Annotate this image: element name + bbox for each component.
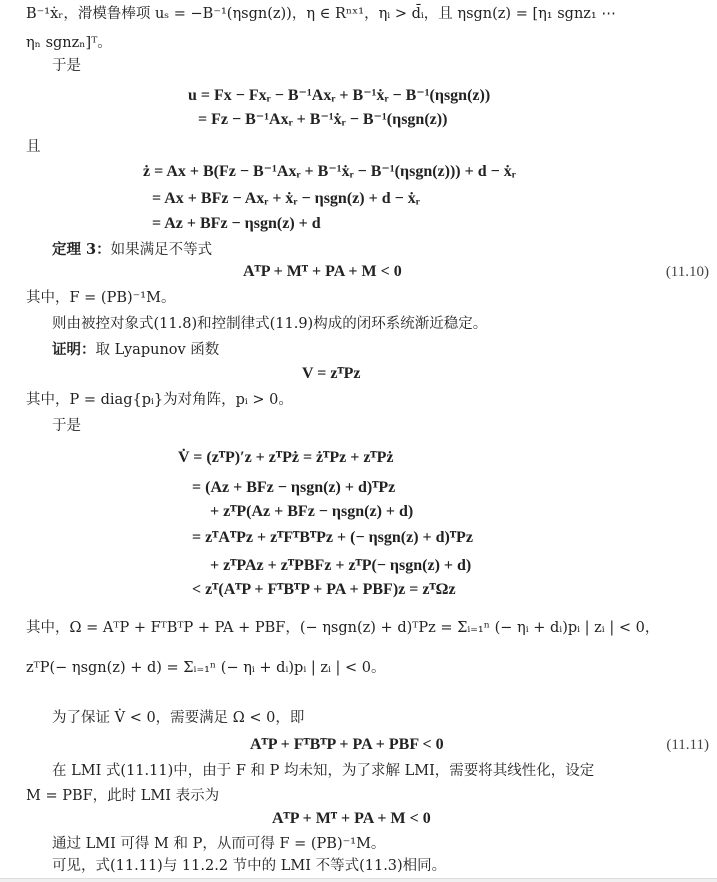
proof-label: 证明： [52,341,96,358]
theorem-label: 定理 3： [52,241,111,258]
paragraph-line: 于是 [52,58,81,74]
proof-line [52,340,219,360]
theorem-text: 如果满足不等式 [110,242,213,258]
equation-11-11: AᵀP + FᵀBᵀP + PA + PBF < 0 [250,736,444,753]
equation-vdot-line1: V̇ = (zᵀP)′z + zᵀPż = żᵀPz + zᵀPż [178,449,394,466]
paragraph-line: 通过 LMI 可得 M 和 P，从而可得 F = (PB)⁻¹M。 [52,836,386,852]
paragraph-line: 在 LMI 式(11.11)中，由于 F 和 P 均未知，为了求解 LMI，需要将其线性化，设定 [52,763,595,779]
equation-lmi: AᵀP + Mᵀ + PA + M < 0 [272,810,431,827]
equation-vdot-line4: = zᵀAᵀPz + zᵀFᵀBᵀPz + (− ηsgn(z) + d)ᵀPz [192,529,473,546]
paragraph-line: 其中，Ω = AᵀP + FᵀBᵀP + PA + PBF，(− ηsgn(z) + d)ᵀPz = Σᵢ₌₁ⁿ (− ηᵢ + dᵢ)pᵢ | zᵢ | < 0， [26,620,660,636]
theorem-line [52,240,212,260]
equation-u-line1: u = Fx − Fxᵣ − B⁻¹Axᵣ + B⁻¹ẋᵣ − B⁻¹(ηsgn(z)) [188,87,491,104]
equation-vdot-line5: + zᵀPAz + zᵀPBFz + zᵀP(− ηsgn(z) + d) [210,557,472,574]
equation-vdot-line6: < zᵀ(AᵀP + FᵀBᵀP + PA + PBF)z = zᵀΩz [192,581,456,598]
paragraph-line: 为了保证 V̇ < 0，需要满足 Ω < 0，即 [52,710,305,726]
proof-text: 取 Lyapunov 函数 [95,342,220,358]
equation-zdot-line3: = Az + BFz − ηsgn(z) + d [152,215,321,232]
equation-vdot-line2: = (Az + BFz − ηsgn(z) + d)ᵀPz [192,479,396,496]
equation-vdot-line3: + zᵀP(Az + BFz − ηsgn(z) + d) [210,503,414,520]
paragraph-line: B⁻¹ẋᵣ，滑模鲁棒项 uₛ = −B⁻¹(ηsgn(z))，η ∈ Rⁿˣ¹，ηᵢ > d̄ᵢ，且 ηsgn(z) = [η₁ sgnz₁ ⋯ [26,6,616,22]
equation-number: (11.10) [665,264,709,280]
equation-zdot-line2: = Ax + BFz − Axᵣ + ẋᵣ − ηsgn(z) + d − ẋᵣ [152,190,420,207]
page-bottom-edge [0,878,717,882]
equation-number: (11.11) [666,737,709,753]
paragraph-line: 且 [26,139,41,155]
paragraph-line: 于是 [52,418,81,434]
paragraph-line: 则由被控对象式(11.8)和控制律式(11.9)构成的闭环系统渐近稳定。 [52,316,488,332]
equation-11-10: AᵀP + Mᵀ + PA + M < 0 [243,263,402,280]
equation-lyapunov: V = zᵀPz [302,365,361,382]
paragraph-line: 可见，式(11.11)与 11.2.2 节中的 LMI 不等式(11.3)相同。 [52,858,447,874]
paragraph-line: M = PBF，此时 LMI 表示为 [26,788,220,804]
paragraph-line: ηₙ sgnzₙ]ᵀ。 [26,35,112,51]
equation-zdot-line1: ż = Ax + B(Fz − B⁻¹Axᵣ + B⁻¹ẋᵣ − B⁻¹(ηsgn(z))) + d − ẋᵣ [143,163,516,180]
paragraph-line: zᵀP(− ηsgn(z) + d) = Σᵢ₌₁ⁿ (− ηᵢ + dᵢ)pᵢ | zᵢ | < 0。 [26,660,386,676]
equation-u-line2: = Fz − B⁻¹Axᵣ + B⁻¹ẋᵣ − B⁻¹(ηsgn(z)) [198,111,448,128]
paragraph-line: 其中，P = diag{pᵢ}为对角阵，pᵢ > 0。 [26,392,293,408]
paragraph-line: 其中，F = (PB)⁻¹M。 [26,290,176,306]
